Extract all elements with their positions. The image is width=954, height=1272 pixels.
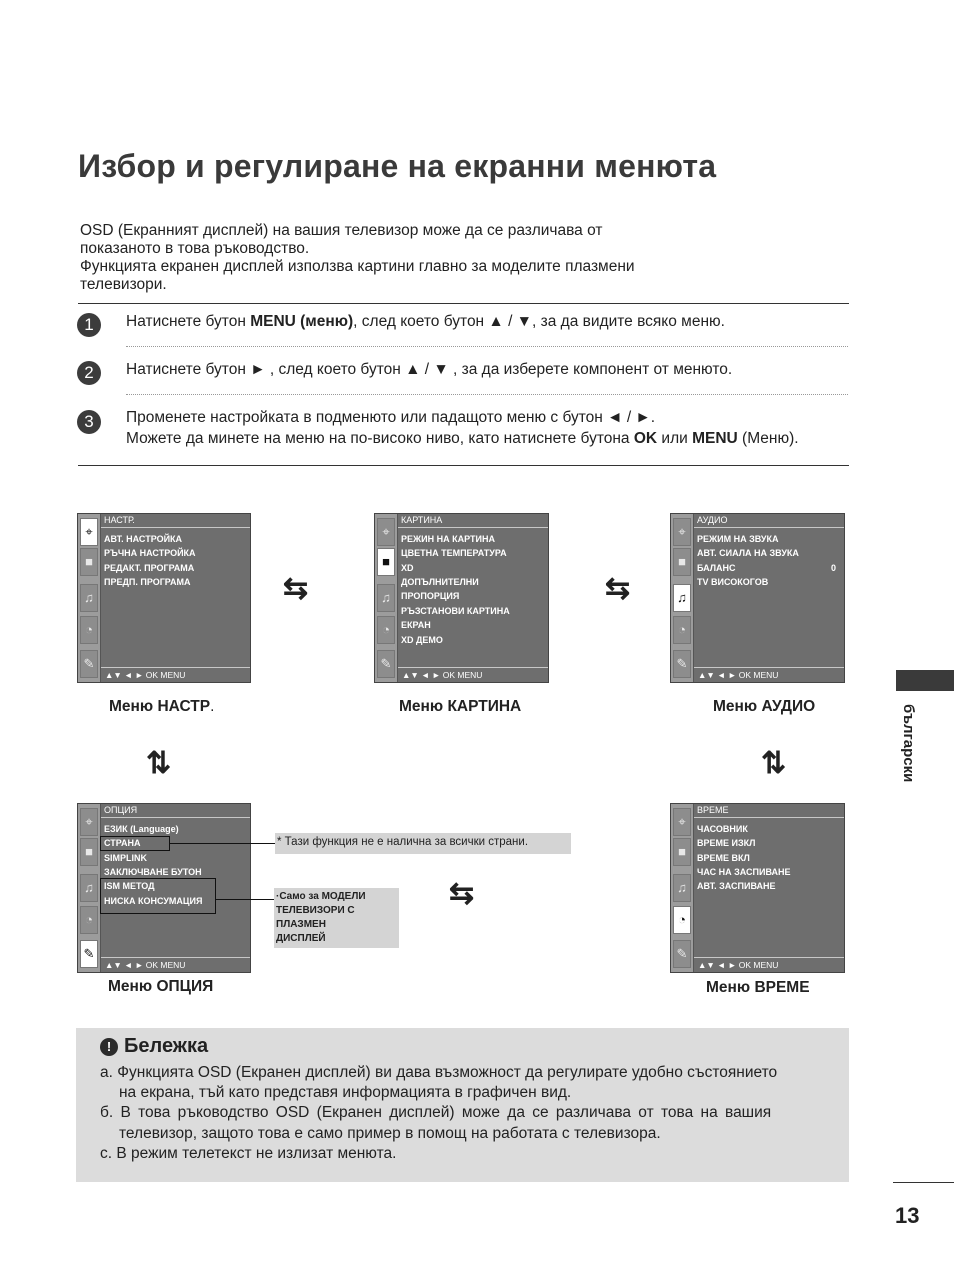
osd-item[interactable]: ЕЗИК (Language) bbox=[104, 824, 179, 834]
osd-menu-audio bbox=[670, 513, 845, 683]
osd-header: ВРЕМЕ bbox=[694, 804, 844, 818]
satellite-dish-icon: ⌖ bbox=[673, 808, 691, 836]
step-2-number: 2 bbox=[77, 361, 101, 385]
speaker-icon: ♫ bbox=[80, 584, 98, 612]
clock-icon: ◔ bbox=[377, 616, 395, 644]
osd-footer: ▲▼ ◄ ► OK MENU bbox=[101, 667, 250, 682]
callout-plasma-line: ТЕЛЕВИЗОРИ С ПЛАЗМЕН bbox=[276, 905, 355, 930]
step-1-text-menu: MENU (меню) bbox=[250, 313, 354, 330]
osd-item[interactable]: XD bbox=[401, 563, 414, 573]
satellite-dish-icon: ⌖ bbox=[377, 518, 395, 546]
osd-item[interactable]: ПРОПОРЦИЯ bbox=[401, 591, 460, 601]
swap-arrows-icon: ⇅ bbox=[146, 747, 166, 780]
exclamation-icon: ! bbox=[100, 1038, 118, 1056]
osd-sidebar bbox=[78, 804, 101, 972]
step-3-line-2-c: или bbox=[657, 430, 693, 447]
callout-country: * Тази функция не е налична за всички страни. bbox=[275, 833, 571, 854]
osd-item[interactable]: РЕЖИМ НА ЗВУКА bbox=[697, 534, 779, 544]
step-1-text-c: , след което бутон ▲ / ▼, за да видите всяко меню. bbox=[353, 313, 725, 330]
screen-icon: ■ bbox=[377, 548, 395, 576]
screen-icon: ■ bbox=[80, 548, 98, 576]
clock-icon: ◔ bbox=[673, 906, 691, 934]
osd-header: АУДИО bbox=[694, 514, 844, 528]
clock-icon: ◔ bbox=[80, 616, 98, 644]
osd-item[interactable]: ВРЕМЕ ИЗКЛ bbox=[697, 838, 756, 848]
osd-item[interactable]: ЧАСОВНИК bbox=[697, 824, 748, 834]
swap-arrows-icon: ⇆ bbox=[605, 572, 631, 605]
osd-item[interactable]: ЗАКЛЮЧВАНЕ БУТОН bbox=[104, 867, 202, 877]
caption-optsia: Меню ОПЦИЯ bbox=[108, 978, 214, 995]
caption-nastr-dot: . bbox=[210, 698, 215, 715]
note-heading bbox=[100, 1035, 208, 1058]
note-line: телевизор, защото това е само пример в помощ на работата с телевизора. bbox=[119, 1125, 661, 1142]
osd-item[interactable]: ЕКРАН bbox=[401, 620, 431, 630]
screen-icon: ■ bbox=[80, 838, 98, 866]
step-3-text bbox=[126, 407, 799, 449]
step-3-line-2 bbox=[126, 428, 799, 449]
divider-top bbox=[78, 303, 849, 304]
caption-vreme: Меню ВРЕМЕ bbox=[706, 979, 810, 996]
osd-header: НАСТР. bbox=[101, 514, 250, 528]
satellite-dish-icon: ⌖ bbox=[80, 808, 98, 836]
osd-item[interactable]: АВТ. НАСТРОЙКА bbox=[104, 534, 183, 544]
osd-item[interactable]: РЕЖИН НА КАРТИНА bbox=[401, 534, 495, 544]
step-3-line-1: Променете настройката в подменюто или падащото меню с бутон ◄ / ►. bbox=[126, 409, 656, 426]
callout-plasma bbox=[274, 888, 399, 948]
note-line: a. Функцията OSD (Екранен дисплей) ви дава възможност да регулирате удобно състоянието bbox=[100, 1064, 778, 1081]
note-heading-text: Бележка bbox=[124, 1035, 209, 1057]
caption-nastr-text: Меню НАСТР bbox=[109, 698, 211, 715]
language-tab-marker bbox=[896, 670, 954, 691]
satellite-dish-icon: ⌖ bbox=[673, 518, 691, 546]
page-title: Избор и регулиране на екранни менюта bbox=[78, 148, 717, 184]
osd-item[interactable]: ВРЕМЕ ВКЛ bbox=[697, 853, 750, 863]
note-line: на екрана, тъй като представя информацията в графичен вид. bbox=[119, 1084, 572, 1101]
osd-footer: ▲▼ ◄ ► OK MENU bbox=[398, 667, 548, 682]
osd-sidebar bbox=[671, 514, 694, 682]
osd-sidebar bbox=[78, 514, 101, 682]
osd-item[interactable]: ДОПЪЛНИТЕЛНИ bbox=[401, 577, 479, 587]
plasma-highlight-box bbox=[100, 878, 216, 914]
osd-sidebar bbox=[671, 804, 694, 972]
osd-item[interactable]: РЕДАКТ. ПРОГРАМА bbox=[104, 563, 195, 573]
step-divider-1 bbox=[126, 346, 848, 347]
osd-item[interactable]: TV ВИСОКОГОВ bbox=[697, 577, 769, 587]
speaker-icon: ♫ bbox=[377, 584, 395, 612]
step-3-menu: MENU bbox=[692, 430, 738, 447]
osd-sidebar bbox=[375, 514, 398, 682]
osd-header: ОПЦИЯ bbox=[101, 804, 250, 818]
callout-plasma-line: ДИСПЛЕЙ bbox=[276, 933, 326, 944]
osd-footer: ▲▼ ◄ ► OK MENU bbox=[694, 667, 844, 682]
osd-item[interactable]: РЪЧНА НАСТРОЙКА bbox=[104, 548, 196, 558]
step-1-text-a: Натиснете бутон bbox=[126, 313, 251, 330]
osd-footer: ▲▼ ◄ ► OK MENU bbox=[101, 957, 250, 972]
caption-kartina: Меню КАРТИНА bbox=[399, 698, 522, 715]
connector-line bbox=[215, 899, 275, 900]
page-number-rule bbox=[893, 1182, 954, 1183]
step-3-number: 3 bbox=[77, 410, 101, 434]
screen-icon: ■ bbox=[673, 548, 691, 576]
wrench-icon: ✎ bbox=[673, 650, 691, 678]
clock-icon: ◔ bbox=[673, 616, 691, 644]
swap-arrows-icon: ⇆ bbox=[283, 572, 309, 605]
osd-item[interactable]: СТРАНА bbox=[104, 838, 141, 848]
step-divider-2 bbox=[126, 394, 848, 395]
caption-audio: Меню АУДИО bbox=[713, 698, 816, 715]
step-3-ok: OK bbox=[633, 430, 658, 447]
osd-item[interactable]: XD ДЕМО bbox=[401, 635, 443, 645]
speaker-icon: ♫ bbox=[673, 874, 691, 902]
clock-icon: ◔ bbox=[80, 906, 98, 934]
caption-nastr bbox=[109, 698, 214, 716]
intro-line-4: телевизори. bbox=[80, 276, 167, 293]
osd-item[interactable]: ЦВЕТНА ТЕМПЕРАТУРА bbox=[401, 548, 507, 558]
speaker-icon: ♫ bbox=[80, 874, 98, 902]
step-2-text: Натиснете бутон ► , след което бутон ▲ / ▼ , за да изберете компонент от менюто. bbox=[126, 361, 733, 378]
wrench-icon: ✎ bbox=[377, 650, 395, 678]
osd-item[interactable]: АВТ. ЗАСПИВАНЕ bbox=[697, 881, 776, 891]
swap-arrows-icon: ⇆ bbox=[449, 877, 475, 910]
screen-icon: ■ bbox=[673, 838, 691, 866]
satellite-dish-icon: ⌖ bbox=[80, 518, 98, 546]
note-line: б. В това ръководство OSD (Екранен дисплей) може да се различава от това на вашия bbox=[100, 1104, 772, 1121]
country-highlight-box bbox=[100, 836, 170, 851]
osd-item[interactable]: БАЛАНС bbox=[697, 563, 736, 573]
wrench-icon: ✎ bbox=[80, 650, 98, 678]
connector-line bbox=[169, 843, 275, 844]
balance-value: 0 bbox=[830, 563, 836, 573]
callout-plasma-line: ·Само за МОДЕЛИ bbox=[276, 891, 366, 902]
osd-item[interactable]: ПРЕДП. ПРОГРАМА bbox=[104, 577, 191, 587]
osd-item[interactable]: НИСКА КОНСУМАЦИЯ bbox=[104, 896, 203, 906]
note-line: c. В режим телетекст не излизат менюта. bbox=[100, 1145, 397, 1162]
osd-item[interactable]: РЪЗСТАНОВИ КАРТИНА bbox=[401, 606, 510, 616]
intro-line-1: OSD (Екранният дисплей) на вашия телевизор може да се различава от bbox=[80, 222, 603, 239]
osd-menu-kartina bbox=[374, 513, 549, 683]
step-1-number: 1 bbox=[77, 313, 101, 337]
osd-item[interactable]: ISM МЕТОД bbox=[104, 881, 155, 891]
intro-line-3: Функцията екранен дисплей използва картини главно за моделите плазмени bbox=[80, 258, 635, 275]
osd-header: КАРТИНА bbox=[398, 514, 548, 528]
wrench-icon: ✎ bbox=[80, 940, 98, 968]
speaker-icon: ♫ bbox=[673, 584, 691, 612]
osd-item[interactable]: АВТ. СИАЛА НА ЗВУКА bbox=[697, 548, 799, 558]
osd-menu-nastr bbox=[77, 513, 251, 683]
osd-item[interactable]: SIMPLINK bbox=[104, 853, 148, 863]
language-tab-text: български bbox=[900, 704, 917, 783]
wrench-icon: ✎ bbox=[673, 940, 691, 968]
swap-arrows-icon: ⇅ bbox=[761, 747, 781, 780]
osd-item[interactable]: ЧАС НА ЗАСПИВАНЕ bbox=[697, 867, 791, 877]
step-3-line-2-e: (Меню). bbox=[737, 430, 799, 447]
note-box bbox=[76, 1028, 849, 1182]
step-3-line-2-a: Можете да минете на меню на по-високо ниво, като натиснете бутона bbox=[126, 430, 634, 447]
intro-line-2: показаното в това ръководство. bbox=[80, 240, 310, 257]
page-number: 13 bbox=[895, 1203, 920, 1228]
language-tab-label bbox=[893, 704, 919, 804]
divider-bottom bbox=[78, 465, 849, 466]
osd-footer: ▲▼ ◄ ► OK MENU bbox=[694, 957, 844, 972]
step-1-text bbox=[126, 311, 725, 332]
osd-menu-vreme bbox=[670, 803, 845, 973]
